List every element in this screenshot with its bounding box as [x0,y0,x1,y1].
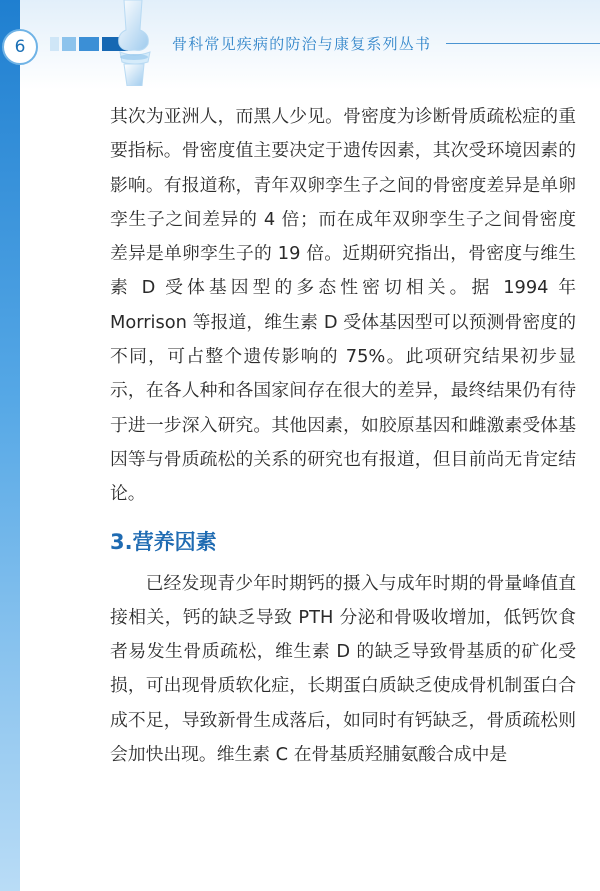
section-heading: 3.营养因素 [110,529,217,554]
paragraph-genetics: 其次为亚洲人，而黑人少见。骨密度为诊断骨质疏松症的重要指标。骨密度值主要决定于遗传因素，其次受环境因素的影响。有报道称，青年双卵孪生子之间的骨密度差异是单卵孪生子之间差异的 4 倍；而在成年双卵孪生子之间骨密度差异是单卵孪生子的 19 倍。近期研究指出，骨密度与维生素 D 受体基因型的多态性密切相关。据 1994 年 Morrison 等报道，维生素 D 受体基因型可以预测骨密度的不同，可占整个遗传影响的 75%。此项研究结果初步显示，在各人种和各国家间存在很大的差异，最终结果仍有待于进一步深入研究。其他因素，如胶原基因和雌激素受体基因等与骨质疏松的关系的研究也有报道，但目前尚无肯定结论。 [110,106,582,505]
header-rule [446,43,600,44]
body-text [110,100,582,772]
paragraph-nutrition: 已经发现青少年时期钙的摄入与成年时期的骨量峰值直接相关，钙的缺乏导致 PTH 分泌和骨吸收增加，低钙饮食者易发生骨质疏松，维生素 D 的缺乏导致骨基质的矿化受损，可出现骨质软化症，长期蛋白质缺乏使成骨机制蛋白合成不足，导致新骨生成落后，如同时有钙缺乏，骨质疏松则会加快出现。维生素 C 在骨基质羟脯氨酸合成中是 [110,572,576,766]
square-3 [79,37,99,51]
series-title: 骨科常见疾病的防治与康复系列丛书 [172,35,432,53]
left-color-bar [0,0,20,891]
page-header [0,0,600,90]
knee-joint-icon [104,0,166,86]
square-1 [50,37,59,51]
page-number: 6 [2,29,38,65]
square-2 [62,37,76,51]
